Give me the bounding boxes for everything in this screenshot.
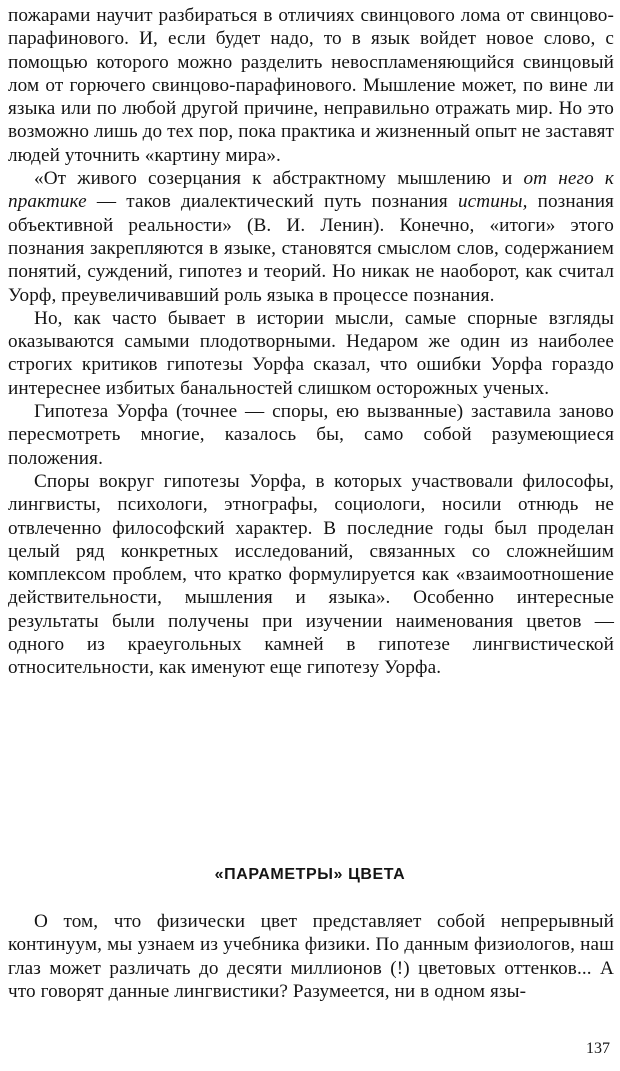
quote-italic-1: от него к практике	[8, 168, 614, 213]
quote-text-1: «От живого созерцания к абстрактному мышлению и	[34, 168, 524, 190]
main-text	[8, 4, 614, 680]
quote-text-2: — таков диалектический путь познания	[86, 191, 458, 213]
paragraph-lenin-quote	[8, 167, 614, 307]
paragraph-hypothesis: Гипотеза Уорфа (точнее — споры, ею вызванные) заставила заново пересмотреть многие, казалось бы, само собой разумеющиеся положения.	[8, 401, 614, 469]
quote-text-3: познания объективной реальности» (В. И. Ленин). Конечно, «итоги» этого познания закрепляются в языке, становятся смыслом слов, содержанием понятий, суждений, гипотез и теорий. Но никак не наоборот, как считал Уорф, преувеличивавший роль языка в процессе познания.	[8, 191, 614, 306]
quote-italic-2: истины,	[457, 191, 528, 213]
section-text	[8, 910, 614, 1003]
paragraph-color-physics: О том, что физически цвет представляет собой непрерывный континуум, мы узнаем из учебника физики. По данным физиологов, наш глаз может различать до десяти миллионов (!) цветовых оттенков... А что говорят данные лингвистики? Разумеется, ни в одном язы-	[8, 911, 614, 1002]
paragraph-continuation: пожарами научит разбираться в отличиях свинцового лома от свинцово-парафинового. И, если будет надо, то в язык войдет новое слово, с помощью которого можно разделить невоспламеняющийся свинцовый лом от горючего свинцово-парафинового. Мышление может, по вине ли языка или по любой другой причине, неправильно отражать мир. Но это возможно лишь до тех пор, пока практика и жизненный опыт не заставят людей уточнить «картину мира».	[8, 5, 614, 166]
page-number: 137	[586, 1040, 610, 1057]
section-heading: «ПАРАМЕТРЫ» ЦВЕТА	[214, 866, 406, 883]
paragraph-debates: Споры вокруг гипотезы Уорфа, в которых участвовали философы, лингвисты, психологи, этнографы, социологи, носили отнюдь не отвлеченно философский характер. В последние годы был проделан целый ряд конкретных исследований, связанных со сложнейшим комплексом проблем, что кратко формулируется как «взаимоотношение действительности, мышления и языка». Особенно интересные результаты были получены при изучении наименования цветов — одного из краеугольных камней в гипотезе лингвистической относительности, как именуют еще гипотезу Уорфа.	[8, 470, 614, 679]
paragraph-controversy: Но, как часто бывает в истории мысли, самые спорные взгляды оказываются самыми плодотворными. Недаром же один из наиболее строгих критиков гипотезы Уорфа сказал, что ошибки Уорфа гораздо интереснее избитых банальностей слишком осторожных ученых.	[8, 307, 614, 399]
